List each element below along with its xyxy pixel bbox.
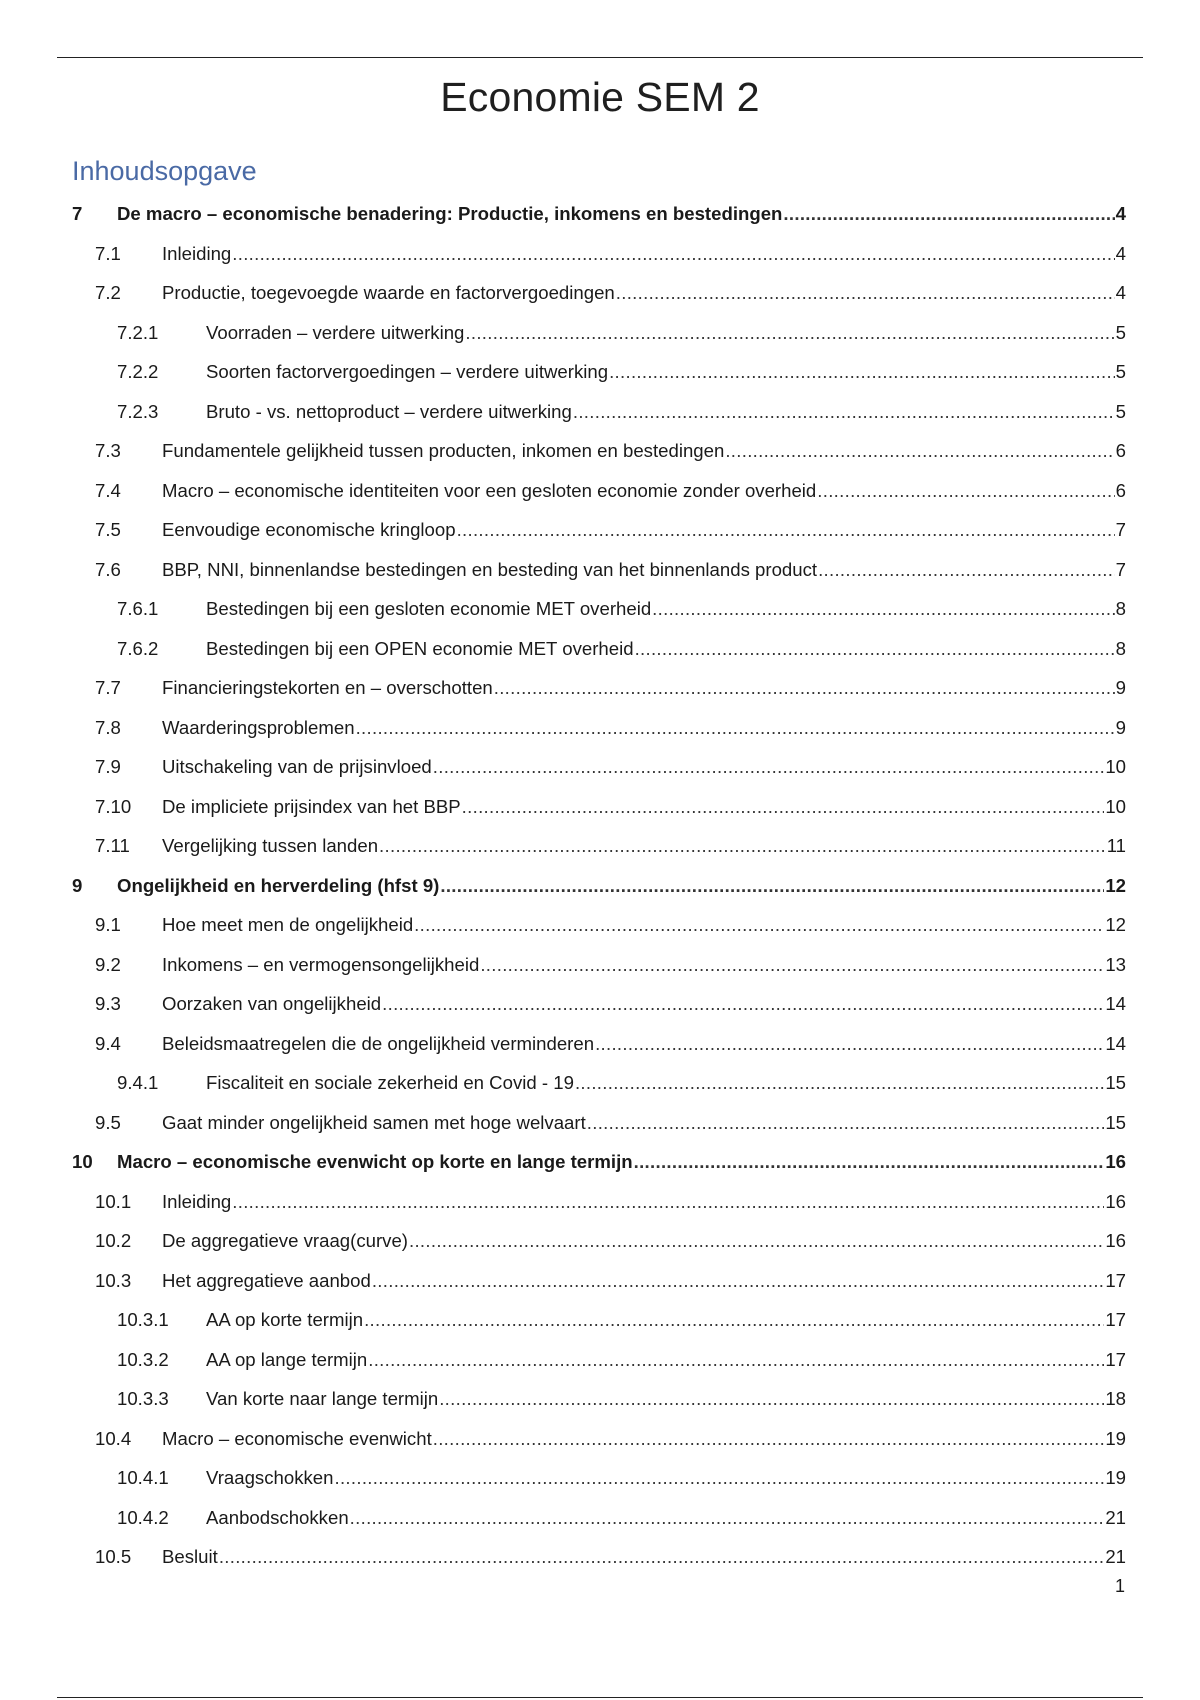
toc-entry-number: 10.4.1 bbox=[117, 1467, 169, 1488]
toc-entry-number: 9.2 bbox=[95, 953, 121, 975]
toc-entry-page: 21 bbox=[1105, 1546, 1126, 1567]
toc-entry-number: 10.5 bbox=[95, 1546, 132, 1567]
toc-entry-number: 7 bbox=[72, 203, 83, 224]
toc-entry[interactable] bbox=[72, 629, 1126, 669]
toc-dot-leader bbox=[818, 550, 1115, 590]
toc-dot-leader bbox=[414, 905, 1104, 945]
toc-entry-page: 9 bbox=[1115, 677, 1126, 698]
toc-entry-title: Soorten factorvergoedingen – verdere uitwerking bbox=[206, 361, 609, 382]
toc-entry-title: Waarderingsproblemen bbox=[162, 716, 355, 738]
toc-entry[interactable] bbox=[72, 747, 1126, 787]
toc-entry-page: 17 bbox=[1105, 1348, 1126, 1370]
toc-entry-number: 7.2.2 bbox=[117, 361, 159, 382]
toc-entry-number: 7.2.1 bbox=[117, 321, 159, 343]
toc-entry[interactable] bbox=[72, 708, 1126, 748]
toc-entry-number: 10.3.2 bbox=[117, 1348, 169, 1370]
toc-entry-title: Inkomens – en vermogensongelijkheid bbox=[162, 953, 480, 975]
toc-entry-number: 7.5 bbox=[95, 519, 121, 540]
toc-entry-page: 4 bbox=[1115, 282, 1126, 303]
toc-entry-number: 10.3.3 bbox=[117, 1388, 169, 1409]
toc-entry[interactable] bbox=[72, 589, 1126, 629]
toc-entry-title: Vergelijking tussen landen bbox=[162, 835, 379, 856]
toc-dot-leader bbox=[382, 984, 1104, 1024]
toc-entry-title: Vraagschokken bbox=[206, 1467, 334, 1488]
toc-dot-leader bbox=[232, 1182, 1104, 1222]
toc-entry-number: 9.1 bbox=[95, 914, 121, 935]
toc-entry-title: Inleiding bbox=[162, 242, 232, 264]
toc-entry[interactable] bbox=[72, 352, 1126, 392]
toc-entry[interactable] bbox=[72, 668, 1126, 708]
toc-entry-page: 10 bbox=[1105, 795, 1126, 817]
toc-entry-number: 7.6.2 bbox=[117, 637, 159, 659]
header-rule bbox=[57, 57, 1143, 58]
toc-dot-leader bbox=[725, 431, 1114, 471]
toc-entry-number: 7.2 bbox=[95, 282, 121, 303]
toc-entry-title: Van korte naar lange termijn bbox=[206, 1388, 439, 1409]
toc-dot-leader bbox=[368, 1340, 1104, 1380]
toc-dot-leader bbox=[350, 1498, 1105, 1538]
toc-entry-page: 8 bbox=[1115, 598, 1126, 619]
toc-entry-number: 7.3 bbox=[95, 440, 121, 461]
toc-entry-title: Ongelijkheid en herverdeling (hfst 9) bbox=[117, 874, 440, 896]
toc-entry-page: 17 bbox=[1105, 1269, 1126, 1291]
toc-entry[interactable] bbox=[72, 431, 1126, 471]
toc-entry[interactable] bbox=[72, 510, 1126, 550]
toc-entry-page: 12 bbox=[1105, 874, 1126, 896]
toc-entry[interactable] bbox=[72, 866, 1126, 906]
toc-entry-number: 7.1 bbox=[95, 242, 121, 264]
toc-dot-leader bbox=[635, 629, 1115, 669]
toc-entry-title: Aanbodschokken bbox=[206, 1506, 349, 1528]
toc-entry-page: 14 bbox=[1105, 993, 1126, 1014]
toc-entry[interactable] bbox=[72, 1379, 1126, 1419]
toc-dot-leader bbox=[433, 747, 1105, 787]
toc-entry[interactable] bbox=[72, 1537, 1126, 1577]
toc-entry[interactable] bbox=[72, 313, 1126, 353]
toc-entry-number: 7.10 bbox=[95, 795, 132, 817]
toc-entry-number: 7.6 bbox=[95, 558, 121, 580]
toc-entry-title: Productie, toegevoegde waarde en factorvergoedingen bbox=[162, 282, 615, 303]
toc-entry-page: 11 bbox=[1106, 835, 1126, 856]
toc-entry-title: Macro – economische evenwicht bbox=[162, 1427, 432, 1449]
toc-dot-leader bbox=[372, 1261, 1104, 1301]
toc-entry[interactable] bbox=[72, 234, 1126, 274]
toc-dot-leader bbox=[364, 1300, 1104, 1340]
toc-entry-page: 19 bbox=[1105, 1467, 1126, 1488]
toc-dot-leader bbox=[652, 589, 1114, 629]
toc-entry[interactable] bbox=[72, 787, 1126, 827]
page-number: 1 bbox=[1114, 1576, 1125, 1596]
toc-entry-page: 15 bbox=[1105, 1111, 1126, 1133]
toc-entry-page: 16 bbox=[1105, 1151, 1126, 1172]
toc-entry[interactable] bbox=[72, 1300, 1126, 1340]
toc-entry-number: 10.3 bbox=[95, 1269, 132, 1291]
toc-dot-leader bbox=[609, 352, 1115, 392]
toc-entry[interactable] bbox=[72, 471, 1126, 511]
toc-entry-title: Macro – economische evenwicht op korte en lange termijn bbox=[117, 1151, 633, 1172]
table-of-contents bbox=[72, 194, 1126, 1577]
toc-entry-page: 4 bbox=[1115, 242, 1126, 264]
toc-dot-leader bbox=[595, 1024, 1104, 1064]
toc-entry-page: 5 bbox=[1115, 361, 1126, 382]
toc-entry-number: 7.8 bbox=[95, 716, 121, 738]
toc-entry-number: 9.3 bbox=[95, 993, 121, 1014]
toc-entry[interactable] bbox=[72, 1419, 1126, 1459]
toc-entry-title: Bruto - vs. nettoproduct – verdere uitwerking bbox=[206, 400, 572, 422]
toc-entry-number: 10.3.1 bbox=[117, 1309, 169, 1330]
toc-entry-title: Macro – economische identiteiten voor een gesloten economie zonder overheid bbox=[162, 479, 817, 501]
toc-entry-number: 7.9 bbox=[95, 756, 121, 777]
toc-entry-title: Fundamentele gelijkheid tussen producten, inkomen en bestedingen bbox=[162, 440, 725, 461]
toc-entry-title: Hoe meet men de ongelijkheid bbox=[162, 914, 414, 935]
toc-entry-title: De impliciete prijsindex van het BBP bbox=[162, 795, 461, 817]
toc-entry-title: Oorzaken van ongelijkheid bbox=[162, 993, 382, 1014]
toc-entry[interactable] bbox=[72, 945, 1126, 985]
toc-entry[interactable] bbox=[72, 1458, 1126, 1498]
toc-dot-leader bbox=[634, 1142, 1105, 1182]
toc-dot-leader bbox=[783, 194, 1114, 234]
toc-entry-page: 6 bbox=[1115, 440, 1126, 461]
toc-dot-leader bbox=[817, 471, 1114, 511]
toc-entry[interactable] bbox=[72, 826, 1126, 866]
toc-entry[interactable] bbox=[72, 1063, 1126, 1103]
toc-entry-title: Eenvoudige economische kringloop bbox=[162, 519, 456, 540]
toc-entry[interactable] bbox=[72, 1340, 1126, 1380]
toc-entry-title: Bestedingen bij een OPEN economie MET overheid bbox=[206, 637, 634, 659]
toc-entry-title: De aggregatieve vraag(curve) bbox=[162, 1230, 408, 1251]
toc-entry-page: 19 bbox=[1105, 1427, 1126, 1449]
toc-entry-number: 7.4 bbox=[95, 479, 121, 501]
toc-entry-number: 10.2 bbox=[95, 1230, 132, 1251]
toc-dot-leader bbox=[334, 1458, 1104, 1498]
toc-entry-title: Het aggregatieve aanbod bbox=[162, 1269, 371, 1291]
toc-entry-number: 10 bbox=[72, 1151, 93, 1172]
document-title: Economie SEM 2 bbox=[440, 74, 760, 120]
toc-entry[interactable] bbox=[72, 1142, 1126, 1182]
toc-entry-page: 16 bbox=[1105, 1230, 1126, 1251]
toc-entry-page: 17 bbox=[1105, 1309, 1126, 1330]
toc-dot-leader bbox=[440, 866, 1104, 906]
toc-entry-title: Financieringstekorten en – overschotten bbox=[162, 677, 493, 698]
toc-entry[interactable] bbox=[72, 1498, 1126, 1538]
toc-entry-title: De macro – economische benadering: Productie, inkomens en bestedingen bbox=[117, 203, 783, 224]
toc-entry-page: 9 bbox=[1115, 716, 1126, 738]
toc-entry[interactable] bbox=[72, 194, 1126, 234]
toc-entry-number: 10.4.2 bbox=[117, 1506, 169, 1528]
toc-entry-page: 5 bbox=[1115, 400, 1126, 422]
toc-dot-leader bbox=[439, 1379, 1104, 1419]
toc-entry-page: 16 bbox=[1105, 1190, 1126, 1212]
toc-entry-number: 9 bbox=[72, 874, 83, 896]
toc-entry-page: 6 bbox=[1115, 479, 1126, 501]
toc-entry-number: 10.4 bbox=[95, 1427, 132, 1449]
toc-entry-number: 9.4 bbox=[95, 1032, 121, 1054]
toc-entry-title: Besluit bbox=[162, 1546, 218, 1567]
toc-entry-page: 14 bbox=[1105, 1032, 1126, 1054]
toc-dot-leader bbox=[462, 787, 1105, 827]
toc-entry-title: AA op lange termijn bbox=[206, 1348, 368, 1370]
toc-dot-leader bbox=[433, 1419, 1105, 1459]
toc-entry-title: BBP, NNI, binnenlandse bestedingen en besteding van het binnenlands product bbox=[162, 558, 818, 580]
toc-entry-title: Voorraden – verdere uitwerking bbox=[206, 321, 465, 343]
toc-dot-leader bbox=[587, 1103, 1105, 1143]
toc-entry-page: 13 bbox=[1105, 953, 1126, 975]
toc-entry-page: 15 bbox=[1105, 1072, 1126, 1093]
footer-rule bbox=[57, 1697, 1143, 1698]
toc-entry-number: 10.1 bbox=[95, 1190, 132, 1212]
toc-entry-page: 4 bbox=[1115, 203, 1126, 224]
toc-entry[interactable] bbox=[72, 1182, 1126, 1222]
toc-entry[interactable] bbox=[72, 392, 1126, 432]
toc-dot-leader bbox=[232, 234, 1114, 274]
toc-heading: Inhoudsopgave bbox=[72, 156, 257, 186]
toc-entry-title: Bestedingen bij een gesloten economie MET overheid bbox=[206, 598, 652, 619]
toc-entry-page: 12 bbox=[1105, 914, 1126, 935]
toc-entry[interactable] bbox=[72, 1261, 1126, 1301]
toc-entry[interactable] bbox=[72, 1103, 1126, 1143]
toc-entry-title: Uitschakeling van de prijsinvloed bbox=[162, 756, 432, 777]
toc-dot-leader bbox=[494, 668, 1115, 708]
toc-entry[interactable] bbox=[72, 1221, 1126, 1261]
toc-entry-page: 18 bbox=[1105, 1388, 1126, 1409]
toc-entry-title: Inleiding bbox=[162, 1190, 232, 1212]
toc-dot-leader bbox=[465, 313, 1114, 353]
toc-entry-title: Fiscaliteit en sociale zekerheid en Covid - 19 bbox=[206, 1072, 574, 1093]
toc-entry[interactable] bbox=[72, 984, 1126, 1024]
toc-entry-number: 7.7 bbox=[95, 677, 121, 698]
toc-entry-title: Gaat minder ongelijkheid samen met hoge welvaart bbox=[162, 1111, 586, 1133]
toc-dot-leader bbox=[480, 945, 1104, 985]
toc-entry-page: 7 bbox=[1115, 558, 1126, 580]
toc-dot-leader bbox=[457, 510, 1115, 550]
toc-entry-number: 9.4.1 bbox=[117, 1072, 159, 1093]
toc-entry[interactable] bbox=[72, 273, 1126, 313]
toc-entry[interactable] bbox=[72, 1024, 1126, 1064]
toc-entry-number: 7.11 bbox=[95, 835, 130, 856]
toc-entry-page: 5 bbox=[1115, 321, 1126, 343]
toc-dot-leader bbox=[219, 1537, 1105, 1577]
toc-entry-title: Beleidsmaatregelen die de ongelijkheid verminderen bbox=[162, 1032, 595, 1054]
toc-entry[interactable] bbox=[72, 550, 1126, 590]
toc-entry-page: 7 bbox=[1115, 519, 1126, 540]
toc-dot-leader bbox=[409, 1221, 1104, 1261]
toc-dot-leader bbox=[616, 273, 1115, 313]
toc-entry-number: 7.6.1 bbox=[117, 598, 159, 619]
toc-entry-page: 21 bbox=[1105, 1506, 1126, 1528]
toc-entry-title: AA op korte termijn bbox=[206, 1309, 364, 1330]
toc-entry[interactable] bbox=[72, 905, 1126, 945]
toc-dot-leader bbox=[379, 826, 1106, 866]
toc-entry-page: 10 bbox=[1105, 756, 1126, 777]
toc-entry-page: 8 bbox=[1115, 637, 1126, 659]
toc-dot-leader bbox=[575, 1063, 1104, 1103]
toc-dot-leader bbox=[356, 708, 1115, 748]
toc-entry-number: 9.5 bbox=[95, 1111, 121, 1133]
toc-entry-number: 7.2.3 bbox=[117, 400, 159, 422]
toc-dot-leader bbox=[573, 392, 1115, 432]
